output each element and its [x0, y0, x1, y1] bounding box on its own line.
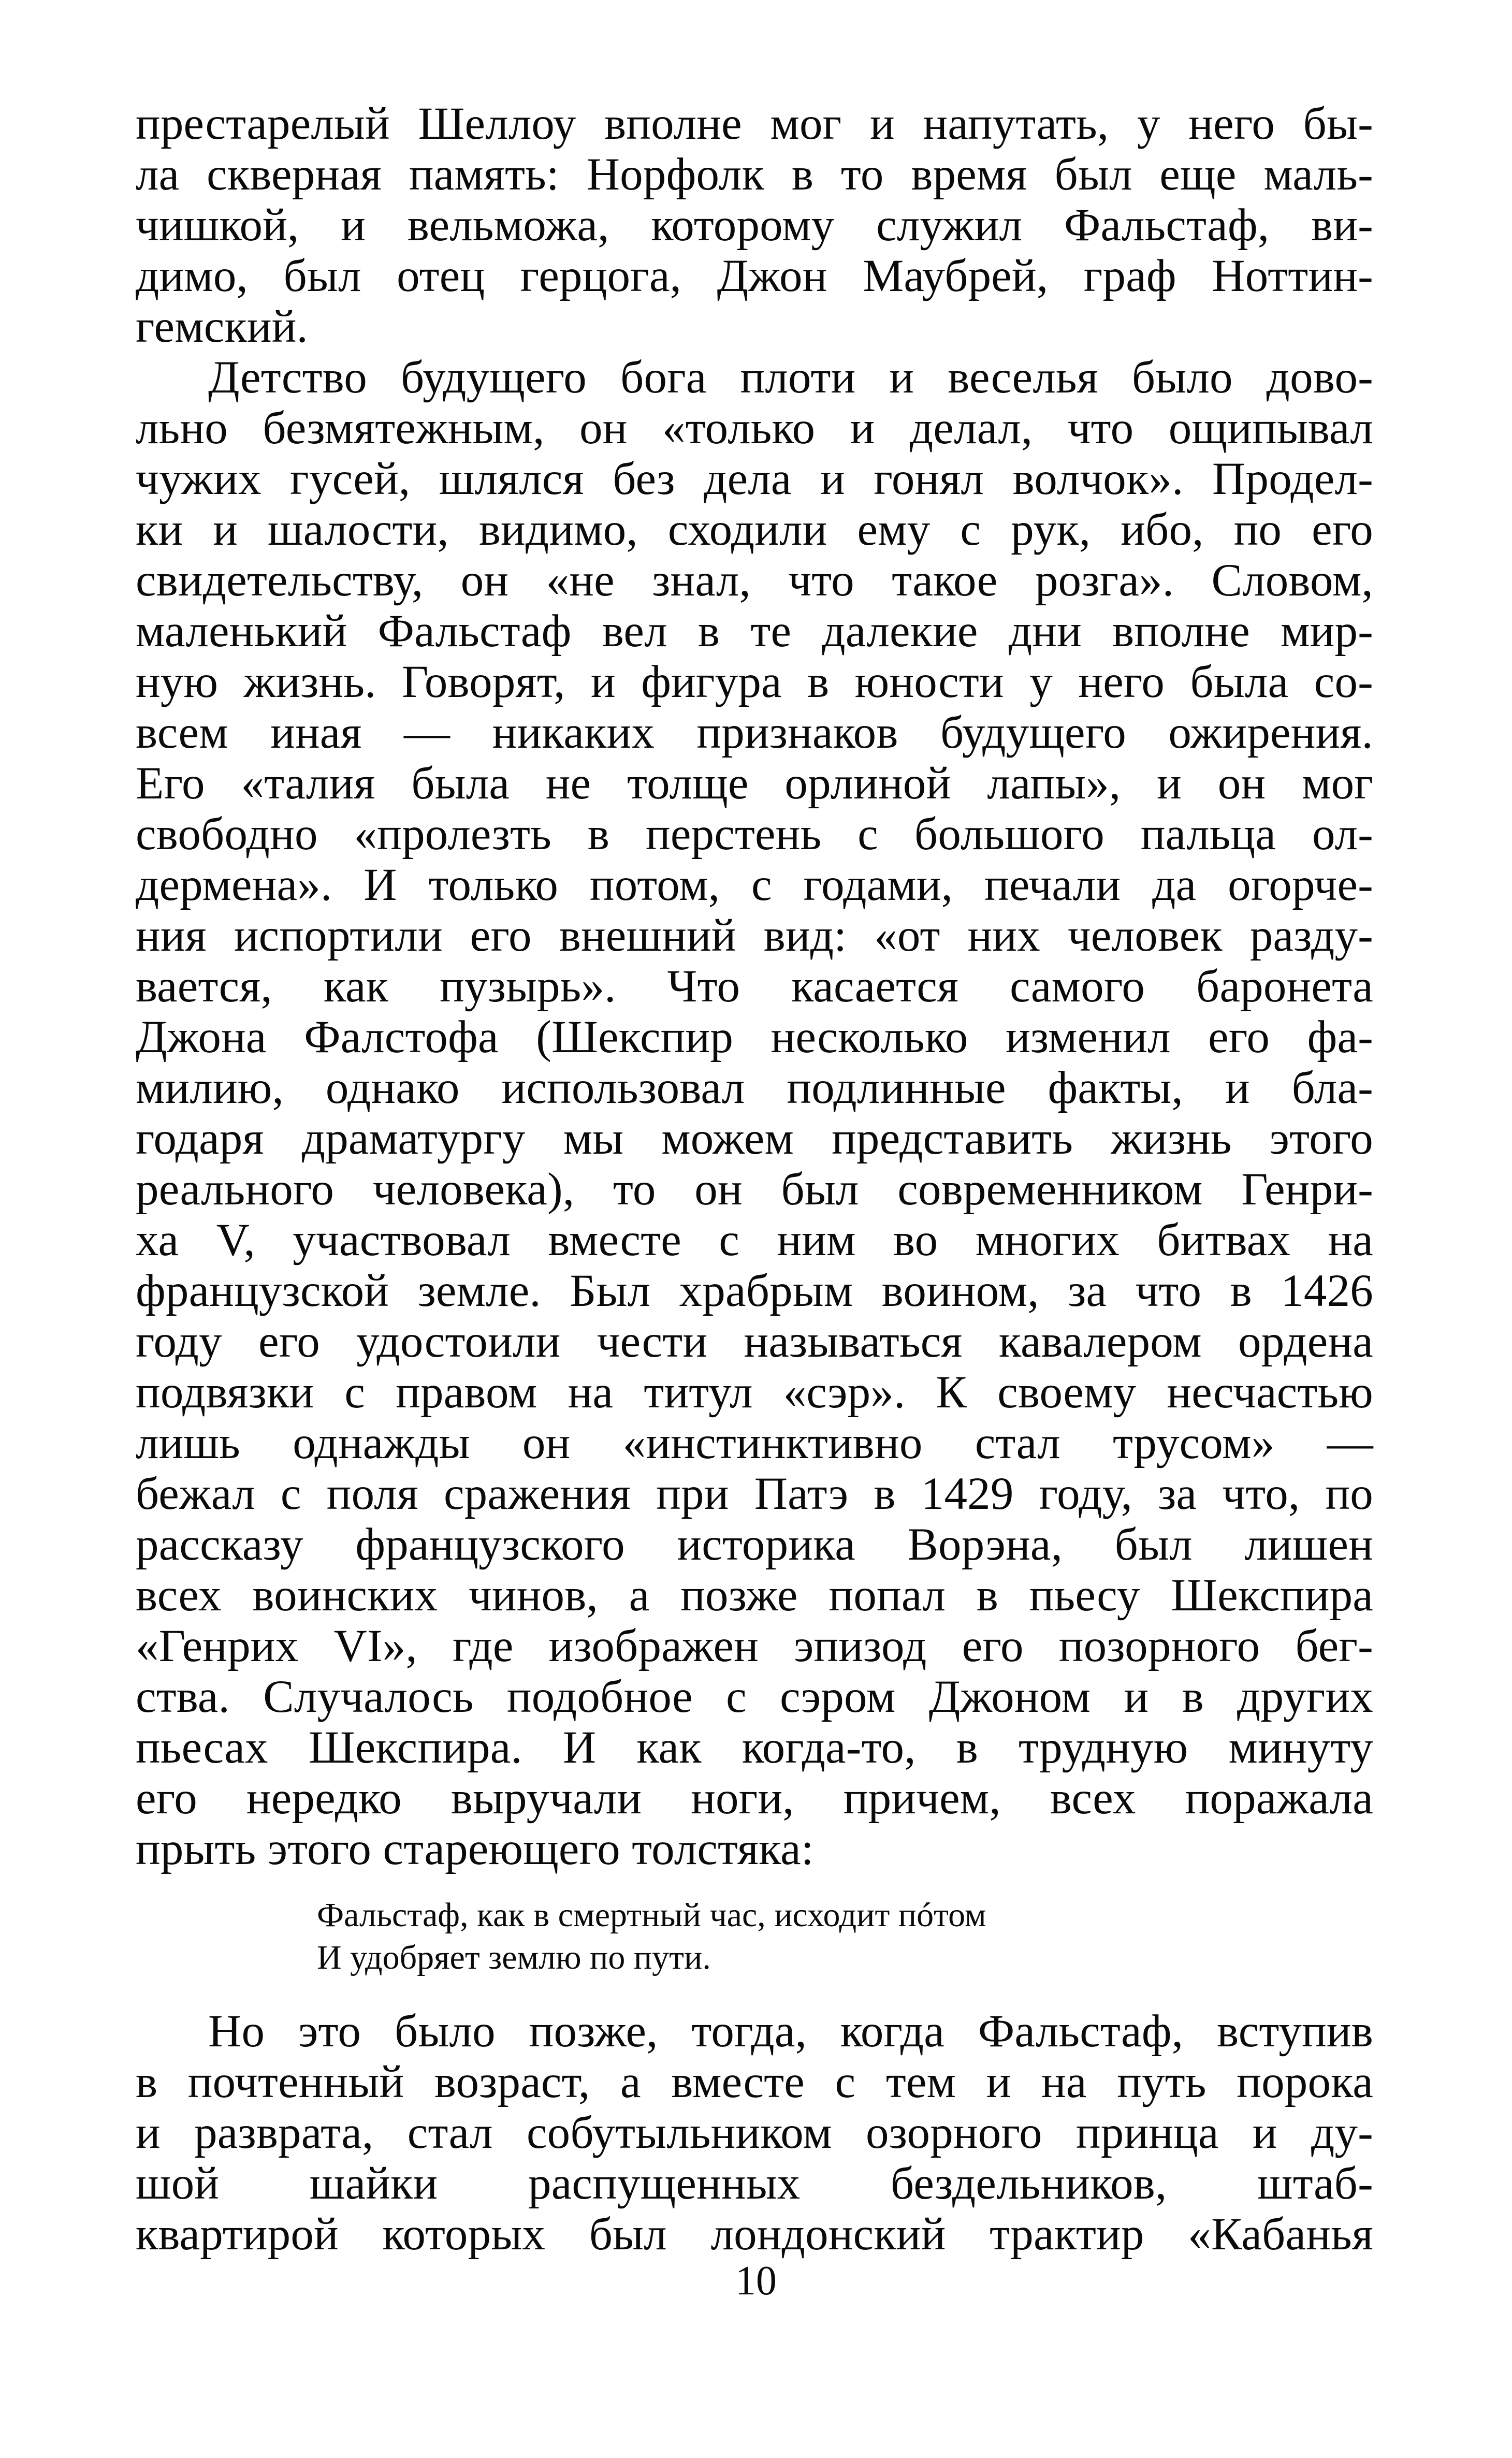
page-number: 10: [735, 2258, 777, 2304]
text-line: его нередко выручали ноги, причем, всех поражала: [136, 1773, 1373, 1824]
text-line: свободно «пролезть в перстень с большого пальца ол-: [136, 809, 1373, 860]
text-line: престарелый Шеллоу вполне мог и напутать, у него бы-: [136, 98, 1373, 149]
text-line: шой шайки распущенных бездельников, штаб-: [136, 2158, 1373, 2209]
text-line: всех воинских чинов, а позже попал в пьесу Шекспира: [136, 1570, 1373, 1621]
text-line: ки и шалости, видимо, сходили ему с рук, ибо, по его: [136, 504, 1373, 555]
text-line: вается, как пузырь». Что касается самого баронета: [136, 961, 1373, 1012]
text-line: дермена». И только потом, с годами, печали да огорче-: [136, 860, 1373, 910]
verse-line: И удобряет землю по пути.: [317, 1939, 711, 1976]
text-line: маленький Фальстаф вел в те далекие дни вполне мир-: [136, 606, 1373, 657]
text-line: ства. Случалось подобное с сэром Джоном и в других: [136, 1671, 1373, 1722]
text-line: «Генрих VI», где изображен эпизод его позорного бег-: [136, 1621, 1373, 1671]
text-line: году его удостоили чести называться кавалером ордена: [136, 1316, 1373, 1367]
text-line: подвязки с правом на титул «сэр». К своему несчастью: [136, 1367, 1373, 1418]
text-line: пьесах Шекспира. И как когда-то, в трудную минуту: [136, 1722, 1373, 1773]
text-line: и разврата, стал собутыльником озорного принца и ду-: [136, 2107, 1373, 2158]
text-line: димо, был отец герцога, Джон Маубрей, граф Ноттин-: [136, 251, 1373, 301]
text-line: годаря драматургу мы можем представить жизнь этого: [136, 1113, 1373, 1164]
text-line: бежал с поля сражения при Патэ в 1429 году, за что, по: [136, 1468, 1373, 1519]
verse-line: Фальстаф, как в смертный час, исходит пóтом: [317, 1896, 986, 1934]
paragraph-3: [136, 2006, 1373, 2260]
text-line: в почтенный возраст, а вместе с тем и на путь порока: [136, 2057, 1373, 2107]
text-line: гемский.: [136, 301, 309, 352]
paragraph-1: [136, 98, 1373, 352]
text-line: ла скверная память: Норфолк в то время был еще маль-: [136, 149, 1373, 200]
text-line: чишкой, и вельможа, которому служил Фальстаф, ви-: [136, 200, 1373, 251]
text-line: льно безмятежным, он «только и делал, что ощипывал: [136, 403, 1373, 454]
text-line: Детство будущего бога плоти и веселья было дово-: [208, 352, 1373, 403]
verse-quote: [136, 1894, 1373, 1979]
text-line: Джона Фалстофа (Шекспир несколько изменил его фа-: [136, 1012, 1373, 1063]
text-line: чужих гусей, шлялся без дела и гонял волчок». Продел-: [136, 454, 1373, 504]
paragraph-2: [136, 352, 1373, 1874]
text-line: милию, однако использовал подлинные факты, и бла-: [136, 1063, 1373, 1113]
text-line: Его «талия была не толще орлиной лапы», и он мог: [136, 758, 1373, 809]
text-line: ния испортили его внешний вид: «от них человек разду-: [136, 910, 1373, 961]
text-line: лишь однажды он «инстинктивно стал трусом» —: [136, 1418, 1373, 1468]
text-line: ную жизнь. Говорят, и фигура в юности у него была со-: [136, 657, 1373, 707]
page-body: [136, 98, 1373, 2260]
text-line: свидетельству, он «не знал, что такое розга». Словом,: [136, 555, 1373, 606]
text-line: квартирой которых был лондонский трактир «Кабанья: [136, 2209, 1373, 2260]
text-line: рассказу французского историка Ворэна, был лишен: [136, 1519, 1373, 1570]
text-line: ха V, участвовал вместе с ним во многих битвах на: [136, 1215, 1373, 1266]
text-line: всем иная — никаких признаков будущего ожирения.: [136, 707, 1373, 758]
text-line: прыть этого стареющего толстяка:: [136, 1824, 814, 1874]
text-line: Но это было позже, тогда, когда Фальстаф, вступив: [208, 2006, 1373, 2057]
text-line: французской земле. Был храбрым воином, за что в 1426: [136, 1266, 1373, 1316]
text-line: реального человека), то он был современником Генри-: [136, 1164, 1373, 1215]
